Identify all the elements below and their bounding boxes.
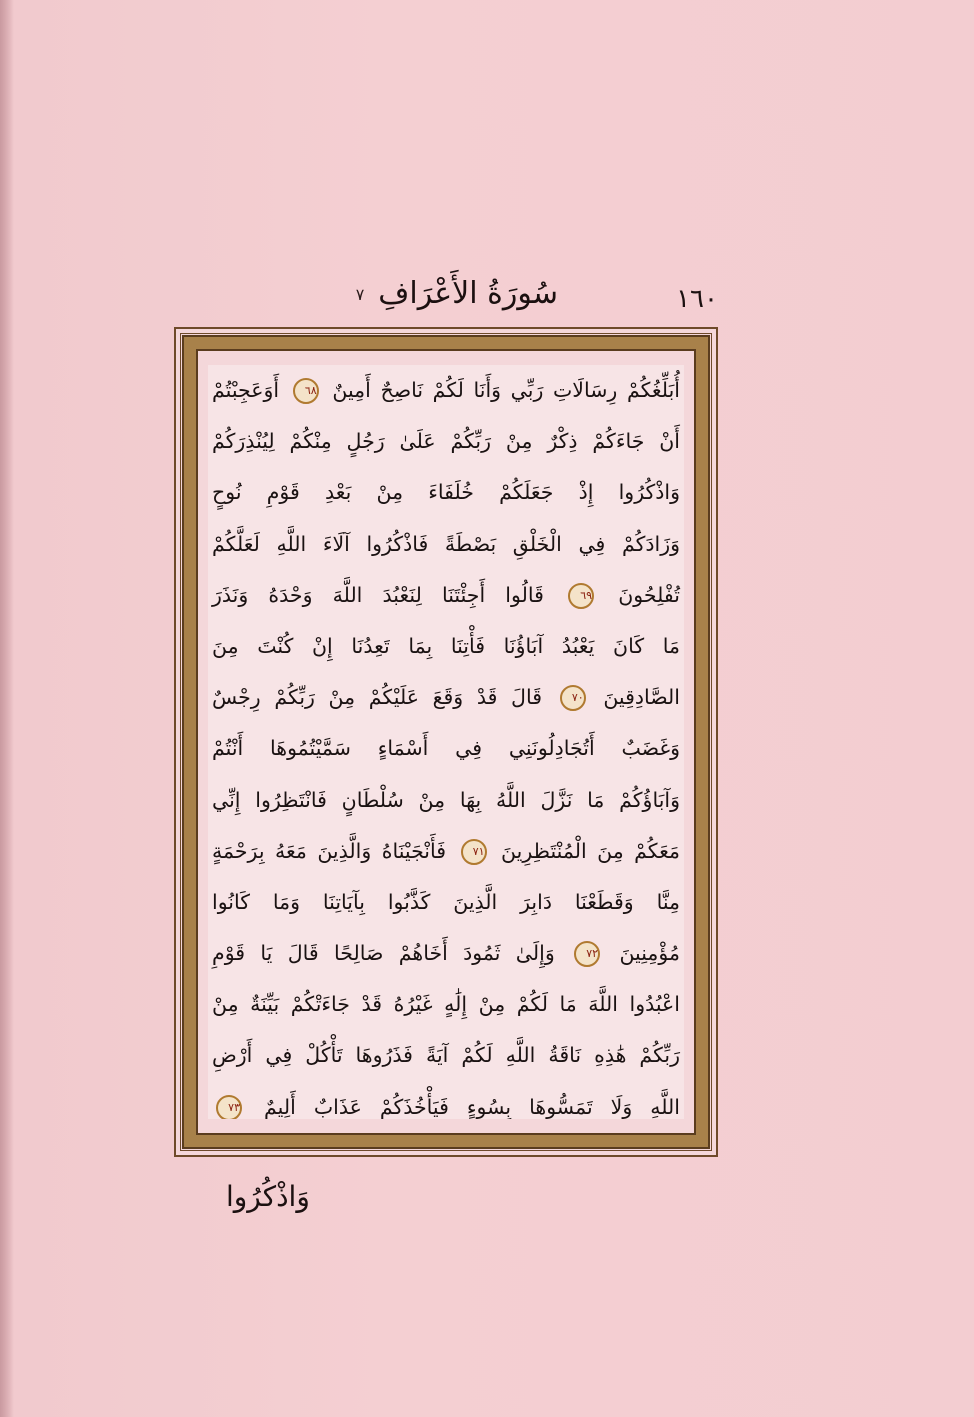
surah-name: سُورَةُ الأَعْرَافِ xyxy=(378,276,558,311)
ayah-marker: ٦٨ xyxy=(293,378,319,404)
verse-line: اللَّهِ وَلَا تَمَسُّوهَا بِسُوءٍ فَيَأْخُذَكُمْ عَذَابٌ أَلِيمٌ ٧٣ xyxy=(208,1082,684,1119)
verse-line: مَا كَانَ يَعْبُدُ آبَاؤُنَا فَأْتِنَا بِمَا تَعِدُنَا إِنْ كُنْتَ مِنَ xyxy=(212,633,680,658)
ayah-marker: ٦٩ xyxy=(568,583,594,609)
catchword: وَاذْكُرُوا xyxy=(226,1180,310,1213)
page-frame xyxy=(174,327,718,1157)
verse-line: وَاذْكُرُوا إِذْ جَعَلَكُمْ خُلَفَاءَ مِنْ بَعْدِ قَوْمِ نُوحٍ xyxy=(212,480,680,505)
verse-line: مَعَكُمْ مِنَ الْمُنْتَظِرِينَ ٧١ فَأَنْجَيْنَاهُ وَالَّذِينَ مَعَهُ بِرَحْمَةٍ xyxy=(212,838,680,863)
page-number: ١٦٠ xyxy=(676,284,718,314)
ayah-marker: ٧١ xyxy=(461,839,487,865)
binding-gutter xyxy=(0,0,14,1417)
verse-line: تُفْلِحُونَ ٦٩ قَالُوا أَجِئْتَنَا لِنَعْبُدَ اللَّهَ وَحْدَهُ وَنَذَرَ xyxy=(212,582,680,607)
verse-line: أَنْ جَاءَكُمْ ذِكْرٌ مِنْ رَبِّكُمْ عَلَىٰ رَجُلٍ مِنْكُمْ لِيُنْذِرَكُمْ xyxy=(212,429,680,454)
verse-text-area xyxy=(208,365,684,1119)
ayah-marker: ٧٠ xyxy=(560,685,586,711)
verse-line: وَآبَاؤُكُمْ مَا نَزَّلَ اللَّهُ بِهَا مِنْ سُلْطَانٍ فَانْتَظِرُوا إِنِّي xyxy=(212,787,680,812)
verse-line: أُبَلِّغُكُمْ رِسَالَاتِ رَبِّي وَأَنَا لَكُمْ نَاصِحٌ أَمِينٌ ٦٨ أَوَعَجِبْتُمْ xyxy=(212,378,680,402)
juz-number: ٧ xyxy=(355,285,365,304)
verse-line: الصَّادِقِينَ ٧٠ قَالَ قَدْ وَقَعَ عَلَيْكُمْ مِنْ رَبِّكُمْ رِجْسٌ xyxy=(212,685,680,710)
surah-title xyxy=(356,276,558,311)
verse-line: وَغَضَبٌ أَتُجَادِلُونَنِي فِي أَسْمَاءٍ سَمَّيْتُمُوهَا أَنْتُمْ xyxy=(212,736,680,761)
verse-line: رَبِّكُمْ هَٰذِهِ نَاقَةُ اللَّهِ لَكُمْ آيَةً فَذَرُوهَا تَأْكُلْ فِي أَرْضِ xyxy=(212,1043,680,1068)
ayah-marker: ٧٣ xyxy=(216,1095,242,1119)
verse-line: اعْبُدُوا اللَّهَ مَا لَكُمْ مِنْ إِلَٰهٍ غَيْرُهُ قَدْ جَاءَتْكُمْ بَيِّنَةٌ مِنْ xyxy=(212,992,680,1017)
verse-line: مُؤْمِنِينَ ٧٢ وَإِلَىٰ ثَمُودَ أَخَاهُمْ صَالِحًا قَالَ يَا قَوْمِ xyxy=(212,941,680,966)
page-header xyxy=(172,276,718,324)
verse-line: وَزَادَكُمْ فِي الْخَلْقِ بَصْطَةً فَاذْكُرُوا آلَاءَ اللَّهِ لَعَلَّكُمْ xyxy=(212,531,680,556)
verse-line: مِنَّا وَقَطَعْنَا دَابِرَ الَّذِينَ كَذَّبُوا بِآيَاتِنَا وَمَا كَانُوا xyxy=(212,889,680,914)
ayah-marker: ٧٢ xyxy=(574,941,600,967)
